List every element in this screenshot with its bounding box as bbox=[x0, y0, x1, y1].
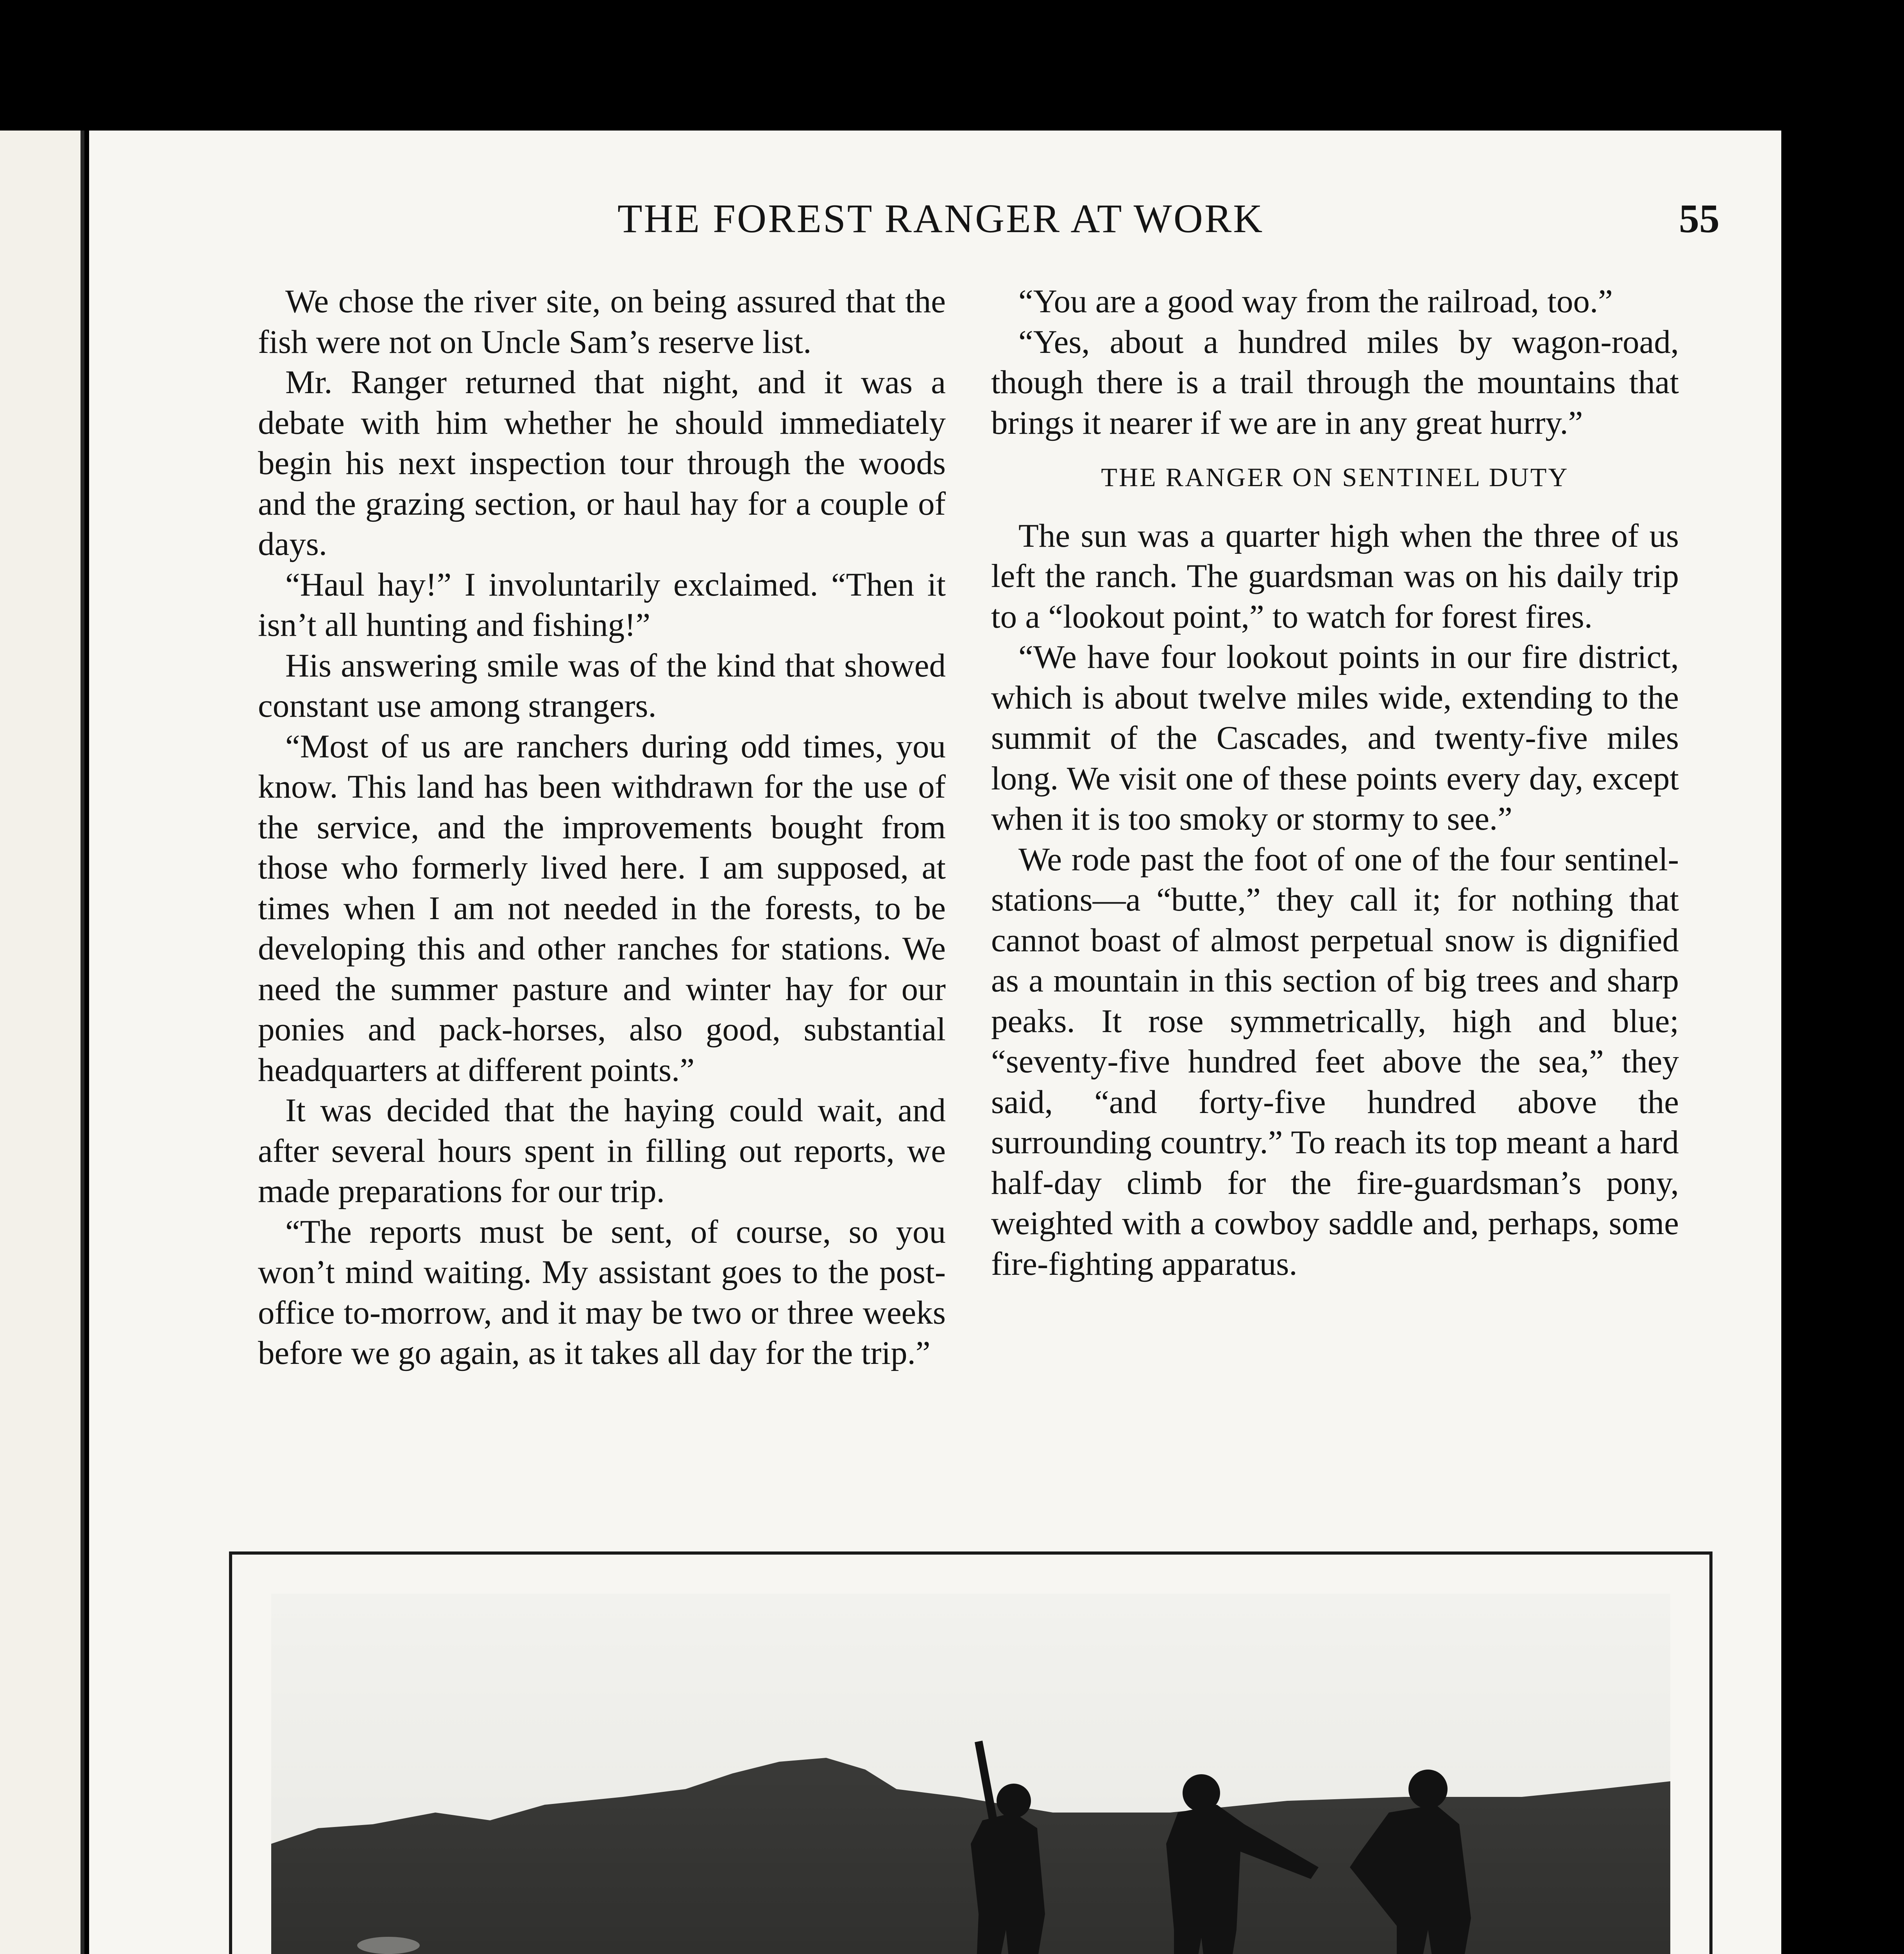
paragraph: Mr. Ranger returned that night, and it was a debate with him whether he should immediately begin his next inspection tour through the woods and the grazing section, or haul hay for a couple of days. bbox=[258, 364, 946, 562]
previous-page-edge bbox=[0, 131, 82, 1954]
paragraph: It was decided that the haying could wait, and after several hours spent in filling out reports, we made preparations for our trip. bbox=[258, 1092, 946, 1210]
paragraph: We chose the river site, on being assured that the fish were not on Uncle Sam’s reserve list. bbox=[258, 283, 946, 360]
paragraph: “We have four lookout points in our fire district, which is about twelve miles wide, extending to the summit of the Cascades, and twenty-five miles long. We visit one of these points every day, except when it is too smoky or stormy to see.” bbox=[991, 639, 1679, 837]
paragraph: The sun was a quarter high when the three of us left the ranch. The guardsman was on his daily trip to a “lookout point,” to watch for forest fires. bbox=[991, 517, 1679, 635]
paragraph: “You are a good way from the railroad, too.” bbox=[1018, 283, 1613, 320]
hillside-planting-photo bbox=[271, 1594, 1670, 1954]
worker-with-pick bbox=[971, 1813, 1045, 1954]
page-gutter-rule bbox=[81, 131, 84, 1954]
page-number: 55 bbox=[1679, 196, 1720, 241]
section-heading: THE RANGER ON SENTINEL DUTY bbox=[1101, 462, 1569, 492]
paragraph: “Yes, about a hundred miles by wagon-road, though there is a trail through the mountains that brings it nearer if we are in any great hurry.” bbox=[991, 323, 1679, 441]
figure-frame bbox=[229, 1551, 1713, 1954]
running-title: THE FOREST RANGER AT WORK bbox=[617, 196, 1264, 241]
paragraph: “Most of us are ranchers during odd times, you know. This land has been withdrawn for the use of the service, and the improvements bought from those who formerly lived here. I am supposed, at times when I am not needed in the forests, to be developing this and other ranches for stations. We need the summer pasture and winter hay for our ponies and pack-horses, also good, substantial headquarters at different points.” bbox=[258, 728, 946, 1088]
paragraph: His answering smile was of the kind that showed constant use among strangers. bbox=[258, 647, 946, 724]
paragraph: “The reports must be sent, of course, so you won’t mind waiting. My assistant goes to the post-office to-morrow, and it may be two or three weeks before we go again, as it takes all day for the trip.” bbox=[258, 1213, 946, 1371]
left-text-column bbox=[258, 281, 946, 1374]
right-text-column bbox=[991, 281, 1679, 1284]
paragraph: “Haul hay!” I involuntarily exclaimed. “Then it isn’t all hunting and fishing!” bbox=[258, 566, 946, 643]
paragraph: We rode past the foot of one of the four sentinel-stations—a “butte,” they call it; for nothing that cannot boast of almost perpetual snow is dignified as a mountain in this section of big trees and sharp peaks. It rose symmetrically, high and blue; “seventy-five hundred feet above the sea,” they said, “and forty-five hundred above the surrounding country.” To reach its top meant a hard half-day climb for the fire-guardsman’s pony, weighted with a cowboy saddle and, perhaps, some fire-fighting apparatus. bbox=[991, 841, 1679, 1282]
